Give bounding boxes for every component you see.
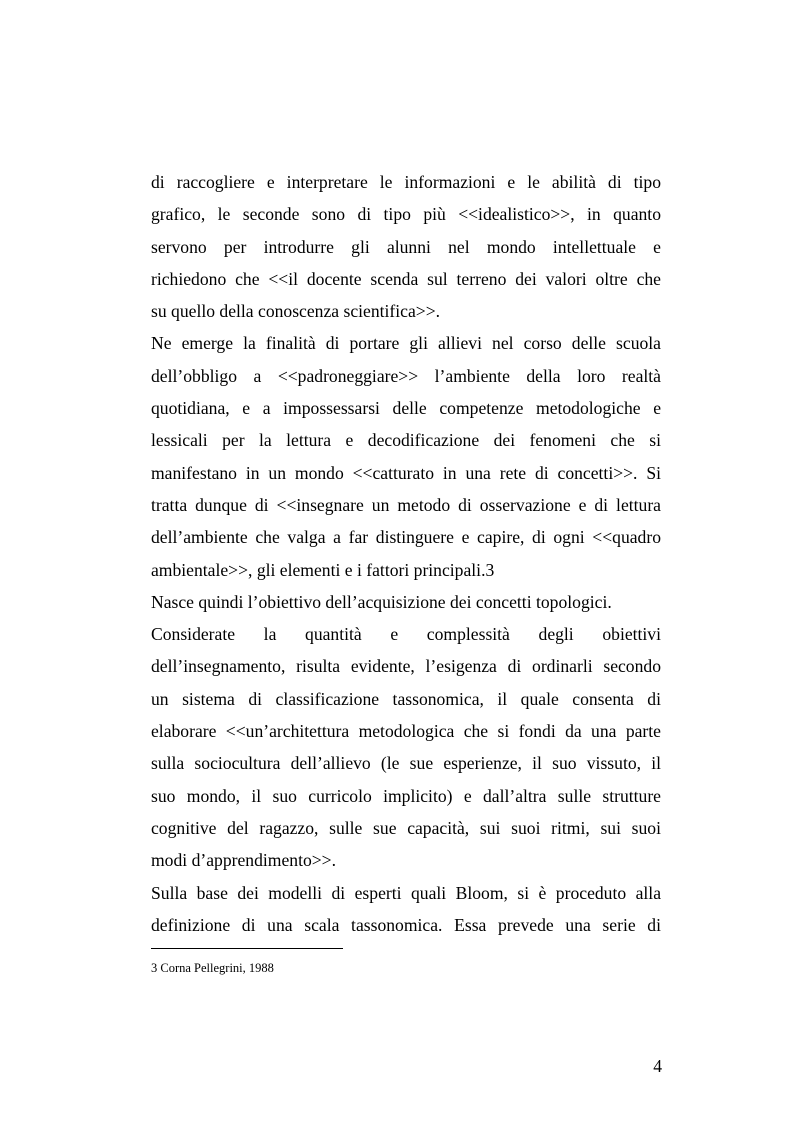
text-line: tratta dunque di <<insegnare un metodo di osservazione e di lettura bbox=[151, 494, 661, 515]
text-line: dell’insegnamento, risulta evidente, l’esigenza di ordinarli secondo bbox=[151, 656, 661, 677]
text-line: definizione di una scala tassonomica. Essa prevede una serie di bbox=[151, 914, 661, 935]
text-line: lessicali per la lettura e decodificazione dei fenomeni che si bbox=[151, 430, 661, 451]
text-line: modi d’apprendimento>>. bbox=[151, 850, 336, 871]
text-line: Nasce quindi l’obiettivo dell’acquisizione dei concetti topologici. bbox=[151, 591, 612, 612]
paragraph-2 bbox=[151, 327, 661, 585]
text-line: suo mondo, il suo curricolo implicito) e dall’altra sulle strutture bbox=[151, 785, 661, 806]
text-line: sulla sociocultura dell’allievo (le sue esperienze, il suo vissuto, il bbox=[151, 753, 661, 774]
text-line: ambientale>>, gli elementi e i fattori principali.3 bbox=[151, 559, 495, 580]
page-number: 4 bbox=[653, 1056, 662, 1076]
text-line: quotidiana, e a impossessarsi delle competenze metodologiche e bbox=[151, 398, 661, 419]
text-line: di raccogliere e interpretare le informazioni e le abilità di tipo bbox=[151, 172, 661, 192]
text-line: servono per introdurre gli alunni nel mondo intellettuale e bbox=[151, 236, 661, 257]
footnote-divider bbox=[151, 948, 343, 949]
text-line: manifestano in un mondo <<catturato in una rete di concetti>>. Si bbox=[151, 462, 661, 483]
text-line: Ne emerge la finalità di portare gli allievi nel corso delle scuola bbox=[151, 333, 661, 354]
text-line: Considerate la quantità e complessità degli obiettivi bbox=[151, 624, 661, 645]
text-line: grafico, le seconde sono di tipo più <<idealistico>>, in quanto bbox=[151, 204, 661, 225]
footnote: 3 Corna Pellegrini, 1988 bbox=[151, 961, 274, 975]
paragraph-5 bbox=[151, 877, 661, 942]
text-line: cognitive del ragazzo, sulle sue capacità, sui suoi ritmi, sui suoi bbox=[151, 817, 661, 838]
paragraph-1 bbox=[151, 166, 661, 327]
text-line: dell’obbligo a <<padroneggiare>> l’ambiente della loro realtà bbox=[151, 365, 661, 386]
body-text bbox=[151, 166, 661, 941]
text-line: richiedono che <<il docente scenda sul terreno dei valori oltre che bbox=[151, 268, 661, 289]
text-line: Sulla base dei modelli di esperti quali Bloom, si è proceduto alla bbox=[151, 882, 661, 903]
paragraph-3 bbox=[151, 586, 661, 618]
paragraph-4 bbox=[151, 618, 661, 876]
text-line: un sistema di classificazione tassonomica, il quale consenta di bbox=[151, 688, 661, 709]
text-line: dell’ambiente che valga a far distinguere e capire, di ogni <<quadro bbox=[151, 527, 661, 548]
text-line: elaborare <<un’architettura metodologica che si fondi da una parte bbox=[151, 721, 661, 742]
text-line: su quello della conoscenza scientifica>>. bbox=[151, 301, 441, 322]
